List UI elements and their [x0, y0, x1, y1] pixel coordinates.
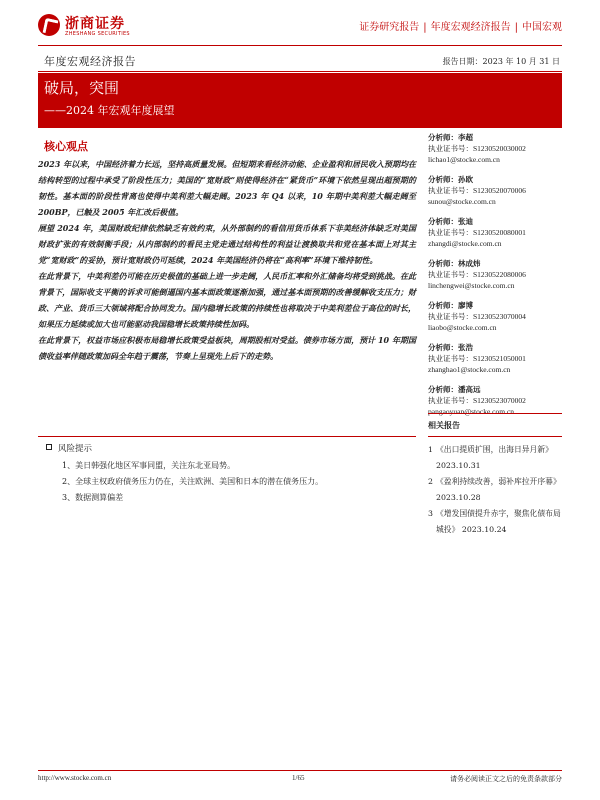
analyst-email[interactable]: lichao1@stocke.com.cn [428, 155, 500, 164]
analyst-email[interactable]: linchengwei@stocke.com.cn [428, 281, 515, 290]
analyst-card [428, 258, 562, 300]
related-report-title: 《出口提质扩围，出海日异月新》 2023.10.31 [436, 445, 553, 470]
analyst-email[interactable]: zhanghao1@stocke.com.cn [428, 365, 511, 374]
title-divider [38, 71, 562, 72]
report-date: 报告日期：2023 年 10 月 31 日 [442, 57, 560, 66]
header-divider [38, 45, 562, 46]
analyst-cert: 执业证书号：S1230520080001 [428, 228, 526, 237]
core-paragraph: 2023 年以来，中国经济着力长远，坚持高质量发展。但短期来看经济动能、企业盈利和居民收入预期均在结构转型的过程中承受了阶段性压力；美国的“宽财政”则使得经济在“紧货币”环境下依然呈现出超预期的韧性。基本面的阶段性背离也使得中美利差大幅走阔。2023 年 Q4 以来，10 年期中美利差大幅走阔至 200BP，已触及 2005 年汇改后极值。 [38, 159, 416, 217]
related-report-number: 3 [428, 509, 433, 518]
core-paragraph: 在此背景下，中美利差仍可能在历史极值的基础上进一步走阔，人民币汇率和外汇储备均将受到挑战。在此背景下，国际收支平衡的诉求可能倒逼国内基本面政策逐渐加强，通过基本面预期的改善缓解收支压力；财政、产业、货币三大领域将配合协同发力。国内稳增长政策的持续性也将取决于中美利差位于高位的时长，如果压力延续或加大也可能驱动我国稳增长政策持续性加码。 [38, 271, 416, 329]
risk-item: 1、美日韩强化地区军事同盟，关注东北亚局势。 [62, 461, 236, 470]
analyst-card [428, 342, 562, 384]
related-report-item[interactable] [428, 442, 562, 474]
related-reports-heading: 相关报告 [428, 420, 460, 430]
core-views-body [38, 156, 416, 364]
analyst-name: 分析师：张迪 [428, 217, 473, 226]
related-report-number: 2 [428, 477, 433, 486]
related-report-item[interactable] [428, 506, 562, 538]
report-type: 年度宏观经济报告 [44, 55, 136, 68]
core-paragraph: 展望 2024 年，美国财政纪律依然缺乏有效约束，从外部制约的看信用货币体系下非美经济体缺乏对美国财政扩张的有效制衡手段；从内部制约的看民主党走通过结构性的利益让渡换取共和党在基本面上对其主党“宽财政”的妥协，预计宽财政仍可延续，2024 年美国经济仍将在“高利率”环境下维持韧性。 [38, 223, 416, 265]
analyst-card [428, 174, 562, 216]
analyst-card [428, 132, 562, 174]
related-reports-list [428, 442, 562, 538]
footer-divider [38, 770, 562, 771]
related-report-number: 1 [428, 445, 433, 454]
tag-separator: | [423, 22, 427, 33]
related-report-title: 《盈利持续改善，弱补库拉开序幕》 2023.10.28 [436, 477, 561, 502]
risk-heading [46, 442, 92, 454]
tag-china-macro: 中国宏观 [522, 22, 562, 33]
risk-divider [38, 436, 416, 437]
analyst-name: 分析师：张浩 [428, 343, 473, 352]
analyst-cert: 执业证书号：S1230522080006 [428, 270, 526, 279]
report-subtitle: ——2024 年宏观年度展望 [44, 104, 175, 117]
analyst-email[interactable]: liaobo@stocke.com.cn [428, 323, 497, 332]
analyst-email[interactable]: pangaoyuan@stocke.com.cn [428, 407, 515, 416]
risk-heading-text: 风险提示 [58, 444, 93, 454]
analyst-name: 分析师：潘高远 [428, 385, 481, 394]
analyst-sidebar [428, 132, 562, 426]
title-banner [38, 73, 562, 128]
core-paragraph: 在此背景下，权益市场应积极布局稳增长政策受益板块，周期股相对受益。债券市场方面，预计 10 年期国债收益率伴随政策加码全年趋于震荡，节奏上呈现先上后下的走势。 [38, 335, 416, 361]
footer-website-link[interactable]: http://www.stocke.com.cn [38, 774, 112, 782]
page-header [38, 14, 562, 40]
analyst-card [428, 300, 562, 342]
analyst-email[interactable]: zhangdi@stocke.com.cn [428, 239, 502, 248]
analyst-card [428, 216, 562, 258]
related-report-title: 《增发国债提升赤字，聚焦化债布局城投》 2023.10.24 [436, 509, 561, 534]
tag-research-report: 证券研究报告 [359, 22, 420, 33]
analyst-name: 分析师：孙欧 [428, 175, 473, 184]
analyst-cert: 执业证书号：S1230523070002 [428, 396, 526, 405]
company-name-en: ZHESHANG SECURITIES [65, 31, 130, 37]
report-title: 破局，突围 [44, 79, 120, 97]
risk-item: 3、数据测算偏差 [62, 493, 124, 502]
checkbox-square-icon [46, 444, 52, 450]
risk-item: 2、全球主权政府债务压力仍在，关注欧洲、美国和日本的潜在债务压力。 [62, 477, 324, 486]
footer-disclaimer: 请务必阅读正文之后的免责条款部分 [450, 775, 562, 783]
analyst-cert: 执业证书号：S1230520070006 [428, 186, 526, 195]
tag-separator: | [514, 22, 518, 33]
analyst-cert: 执业证书号：S1230523070004 [428, 312, 526, 321]
analyst-name: 分析师：李超 [428, 133, 473, 142]
related-divider [428, 436, 562, 437]
analyst-email[interactable]: sunou@stocke.com.cn [428, 197, 496, 206]
report-category-tags [359, 18, 562, 33]
page-number: 1/65 [292, 774, 305, 782]
company-logo-icon [38, 14, 60, 36]
analyst-cert: 执业证书号：S1230521050001 [428, 354, 526, 363]
company-name: 浙商证券 [65, 16, 125, 32]
analyst-name: 分析师：林成炜 [428, 259, 481, 268]
analyst-cert: 执业证书号：S1230520030002 [428, 144, 526, 153]
related-report-item[interactable] [428, 474, 562, 506]
tag-annual-macro: 年度宏观经济报告 [430, 22, 511, 33]
risk-list [62, 458, 412, 506]
analyst-name: 分析师：廖博 [428, 301, 473, 310]
related-top-divider [428, 413, 562, 414]
core-views-heading: 核心观点 [44, 140, 88, 153]
